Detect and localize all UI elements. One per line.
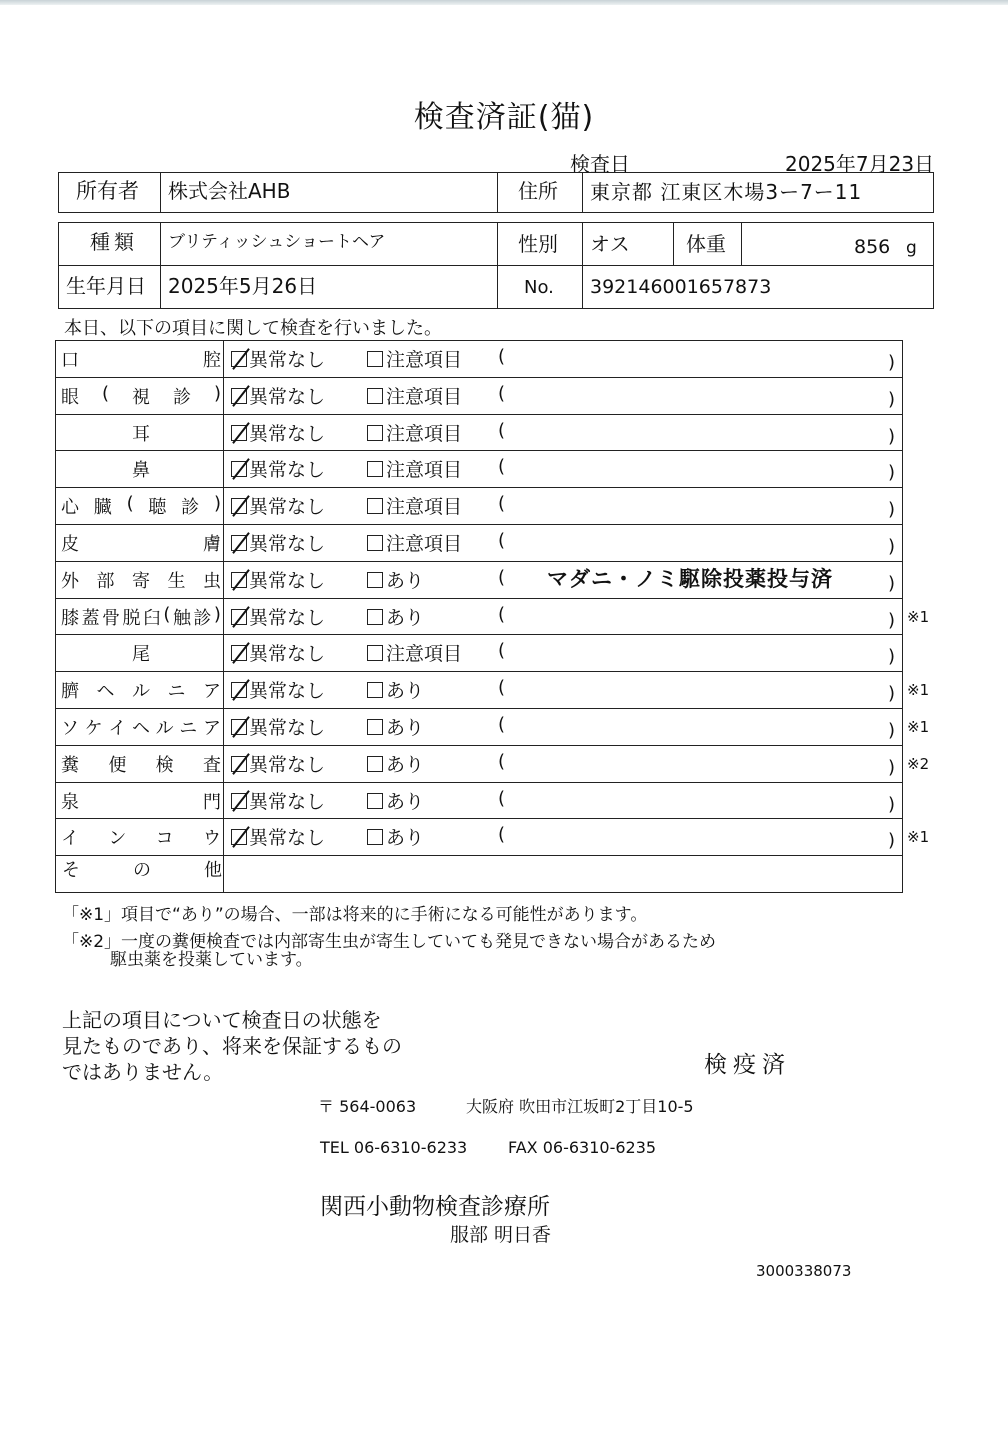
finding-label: あり — [386, 827, 425, 850]
veterinarian-name: 服部 明日香 — [450, 1224, 552, 1246]
note-reference-mark: ※2 — [907, 754, 930, 773]
close-paren: ) — [887, 425, 895, 447]
open-paren: ( — [498, 603, 506, 625]
exam-intro-text: 本日、以下の項目に関して検査を行いました。 — [64, 318, 442, 339]
finding-label: 注意項目 — [386, 349, 463, 371]
open-paren: ( — [498, 346, 506, 367]
note-reference-mark: ※1 — [907, 681, 930, 700]
no-abnormality-label: 異常なし — [249, 533, 326, 555]
owner-value: 株式会社AHB — [168, 179, 291, 203]
open-paren: ( — [498, 677, 506, 699]
exam-date-label: 検査日 — [570, 152, 630, 176]
footnote-2: 「※2」一度の糞便検査では内部寄生虫が寄生していても発見できない場合があるため — [62, 932, 717, 952]
exam-item-name: 膝 蓋 骨 脱 臼 ( 触 診 ) — [61, 603, 221, 629]
finding-label: あり — [386, 790, 425, 813]
disclaimer-line-3: ではありません。 — [62, 1060, 224, 1084]
sex-label: 性別 — [518, 232, 558, 256]
open-paren: ( — [498, 750, 506, 772]
no-abnormality-label: 異常なし — [249, 459, 326, 482]
weight-value: 856 — [854, 236, 891, 258]
exam-date: 2025年7月23日 — [785, 152, 935, 176]
address-label: 住所 — [518, 179, 558, 203]
clinic-fax: FAX 06-6310-6235 — [508, 1138, 657, 1157]
clinic-tel: TEL 06-6310-6233 — [320, 1138, 468, 1157]
finding-label: 注意項目 — [386, 496, 463, 519]
exam-item-name: イ ン コ ウ — [61, 828, 221, 850]
open-paren: ( — [498, 640, 506, 662]
exam-item-name: 外 部 寄 生 虫 — [61, 570, 221, 592]
weight-label: 体重 — [686, 232, 726, 256]
open-paren: ( — [498, 456, 506, 478]
open-paren: ( — [498, 824, 506, 846]
open-paren: ( — [498, 419, 506, 441]
close-paren: ) — [887, 683, 895, 705]
no-value: 392146001657873 — [590, 276, 772, 298]
finding-label: 注意項目 — [386, 533, 463, 555]
finding-label: あり — [386, 569, 425, 592]
finding-label: 注意項目 — [386, 459, 463, 482]
no-abnormality-label: 異常なし — [249, 753, 326, 776]
no-abnormality-label: 異常なし — [249, 422, 326, 445]
exam-item-name: 臍 ヘ ル ニ ア — [61, 681, 221, 703]
close-paren: ) — [887, 352, 895, 373]
finding-label: あり — [386, 680, 425, 703]
note-reference-mark: ※1 — [907, 607, 930, 626]
note-reference-mark: ※1 — [907, 828, 930, 847]
exam-item-name: 尾 — [132, 644, 150, 666]
address-value: 東京都 江東区木場3ー7ー11 — [590, 180, 863, 204]
owner-label: 所有者 — [76, 179, 139, 203]
document-number: 3000338073 — [756, 1262, 852, 1280]
close-paren: ) — [887, 388, 895, 410]
clinic-postal: 〒 564-0063 — [318, 1097, 417, 1116]
exam-item-name: 糞 便 検 査 — [61, 754, 221, 776]
birth-value: 2025年5月26日 — [168, 274, 318, 298]
no-abnormality-label: 異常なし — [249, 606, 326, 629]
scan-edge — [0, 0, 1008, 5]
disclaimer-line-1: 上記の項目について検査日の状態を — [62, 1008, 382, 1032]
close-paren: ) — [887, 462, 895, 484]
page-title: 検査済証(猫) — [413, 100, 595, 135]
close-paren: ) — [887, 646, 895, 668]
open-paren: ( — [498, 382, 506, 404]
finding-label: あり — [386, 717, 425, 739]
sex-value: オス — [590, 232, 630, 256]
no-abnormality-label: 異常なし — [249, 349, 326, 371]
breed-value: ブリティッシュショートヘア — [168, 232, 386, 252]
note-reference-mark: ※1 — [907, 718, 930, 736]
no-abnormality-label: 異常なし — [249, 717, 326, 739]
finding-label: 注意項目 — [386, 643, 463, 666]
exam-item-name: 心 臓 ( 聴 診 ) — [61, 493, 221, 519]
finding-label: 注意項目 — [386, 422, 463, 445]
no-abnormality-label: 異常なし — [249, 827, 326, 850]
exam-item-name: ソ ケ イ ヘ ル ニ ア — [61, 718, 221, 739]
finding-label: あり — [386, 606, 425, 629]
weight-unit: g — [906, 238, 917, 258]
close-paren: ) — [887, 499, 895, 521]
no-abnormality-label: 異常なし — [249, 680, 326, 703]
exam-note: マダニ・ノミ駆除投薬投与済 — [547, 566, 833, 591]
open-paren: ( — [498, 714, 506, 735]
finding-label: あり — [386, 753, 425, 776]
no-abnormality-label: 異常なし — [249, 569, 326, 592]
open-paren: ( — [498, 787, 506, 809]
footnote-2-cont: 駆虫薬を投薬しています。 — [110, 950, 313, 970]
exam-item-name: 耳 — [132, 423, 150, 445]
no-abnormality-label: 異常なし — [249, 643, 326, 666]
exam-table-border — [55, 340, 903, 893]
birth-label: 生年月日 — [66, 274, 146, 298]
close-paren: ) — [887, 536, 895, 557]
open-paren: ( — [498, 530, 506, 551]
disclaimer-line-2: 見たものであり、将来を保証するもの — [62, 1034, 402, 1058]
open-paren: ( — [498, 566, 506, 588]
no-abnormality-label: 異常なし — [249, 385, 326, 408]
other-label: そ の 他 — [62, 860, 222, 881]
no-abnormality-label: 異常なし — [249, 496, 326, 519]
close-paren: ) — [887, 756, 895, 778]
exam-item-name: 皮 膚 — [61, 534, 221, 555]
close-paren: ) — [887, 572, 895, 594]
breed-label: 種類 — [90, 230, 138, 254]
exam-item-name: 鼻 — [132, 460, 150, 482]
open-paren: ( — [498, 493, 506, 515]
clinic-address: 大阪府 吹田市江坂町2丁目10-5 — [466, 1097, 694, 1116]
close-paren: ) — [887, 793, 895, 815]
exam-item-name: 口 腔 — [61, 350, 221, 371]
close-paren: ) — [887, 609, 895, 631]
exam-item-name: 泉 門 — [61, 791, 221, 813]
footnote-1: 「※1」項目で“あり”の場合、一部は将来的に手術になる可能性があります。 — [62, 905, 648, 925]
quarantine-stamp: 検疫済 — [704, 1052, 791, 1078]
exam-item-name: 眼 ( 視 診 ) — [61, 382, 221, 408]
close-paren: ) — [887, 830, 895, 852]
no-abnormality-label: 異常なし — [249, 790, 326, 813]
clinic-name: 関西小動物検査診療所 — [320, 1194, 550, 1220]
no-label: No. — [524, 277, 554, 298]
close-paren: ) — [887, 720, 895, 741]
finding-label: 注意項目 — [386, 385, 463, 408]
